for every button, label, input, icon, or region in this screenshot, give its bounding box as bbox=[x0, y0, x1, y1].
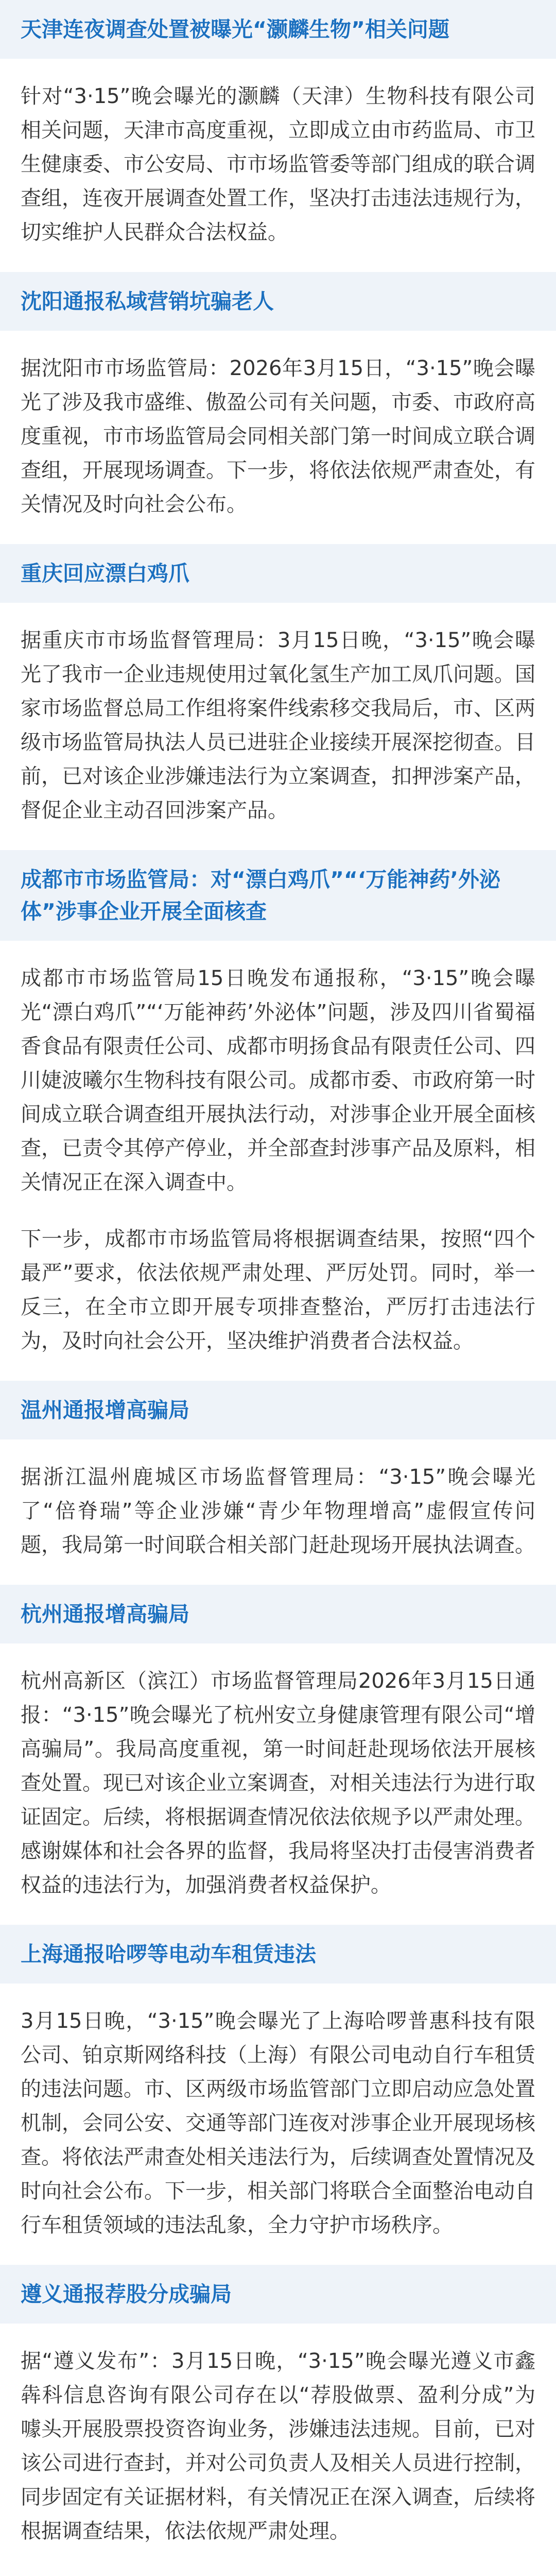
section-heading bbox=[0, 0, 556, 59]
section-heading bbox=[0, 272, 556, 331]
section-title: 天津连夜调查处置被曝光“灏麟生物”相关问题 bbox=[21, 17, 449, 42]
section-paragraph: 据沈阳市市场监管局：2026年3月15日，“3·15”晚会曝光了涉及我市盛维、傲盈公司有关问题，市委、市政府高度重视，市市场监管局会同相关部门第一时间成立联合调查组，开展现场调查。下一步，将依法依规严肃查处，有关情况及时向社会公布。 bbox=[21, 357, 535, 516]
section-heading bbox=[0, 1381, 556, 1439]
section-heading bbox=[0, 1585, 556, 1643]
section-title: 成都市市场监管局：对“漂白鸡爪”“‘万能神药’外泌体”涉事企业开展全面核查 bbox=[21, 867, 500, 924]
section-shenyang bbox=[0, 272, 556, 544]
section-title: 遵义通报荐股分成骗局 bbox=[21, 2282, 232, 2307]
section-heading bbox=[0, 544, 556, 603]
section-heading bbox=[0, 2265, 556, 2324]
section-title: 重庆回应漂白鸡爪 bbox=[21, 561, 189, 586]
section-chengdu bbox=[0, 850, 556, 1381]
section-title: 沈阳通报私域营销坑骗老人 bbox=[21, 289, 274, 314]
section-shanghai bbox=[0, 1925, 556, 2265]
section-chongqing bbox=[0, 544, 556, 850]
section-title: 温州通报增高骗局 bbox=[21, 1398, 189, 1422]
section-paragraph: 杭州高新区（滨江）市场监督管理局2026年3月15日通报：“3·15”晚会曝光了杭州安立身健康管理有限公司“增高骗局”。我局高度重视，第一时间赶赴现场依法开展核查处置。现已对该企业立案调查，对相关违法行为进行取证固定。后续，将根据调查情况依法依规予以严肃处理。感谢媒体和社会各界的监督，我局将坚决打击侵害消费者权益的违法行为，加强消费者权益保护。 bbox=[21, 1669, 535, 1897]
section-paragraph: 下一步，成都市市场监管局将根据调查结果，按照“四个最严”要求，依法依规严肃处理、严厉处罚。同时，举一反三，在全市立即开展专项排查整治，严厉打击违法行为，及时向社会公开，坚决维护消费者合法权益。 bbox=[21, 1227, 535, 1353]
section-title: 上海通报哈啰等电动车租赁违法 bbox=[21, 1942, 316, 1967]
section-paragraph: 成都市市场监管局15日晚发布通报称，“3·15”晚会曝光“漂白鸡爪”“‘万能神药’外泌体”问题，涉及四川省蜀福香食品有限责任公司、成都市明扬食品有限责任公司、四川婕波曦尔生物科技有限公司。成都市委、市政府第一时间成立联合调查组开展执法行动，对涉事企业开展全面核查，已责令其停产停业，并全部查封涉事产品及原料，相关情况正在深入调查中。 bbox=[21, 967, 535, 1194]
section-paragraph: 据浙江温州鹿城区市场监督管理局：“3·15”晚会曝光了“倍脊瑞”等企业涉嫌“青少年物理增高”虚假宣传问题，我局第一时间联合相关部门赶赴现场开展执法调查。 bbox=[21, 1465, 535, 1557]
section-wenzhou bbox=[0, 1381, 556, 1585]
section-paragraph: 据“遵义发布”：3月15日晚，“3·15”晚会曝光遵义市鑫犇科信息咨询有限公司存在以“荐股做票、盈利分成”为噱头开展股票投资咨询业务，涉嫌违法违规。目前，已对该公司进行查封，并对公司负责人及相关人员进行控制，同步固定有关证据材料，有关情况正在深入调查，后续将根据调查结果，依法依规严肃处理。 bbox=[21, 2349, 535, 2543]
section-heading bbox=[0, 1925, 556, 1984]
section-paragraph: 3月15日晚，“3·15”晚会曝光了上海哈啰普惠科技有限公司、铂京斯网络科技（上海）有限公司电动自行车租赁的违法问题。市、区两级市场监管部门立即启动应急处置机制，会同公安、交通等部门连夜对涉事企业开展现场核查。将依法严肃查处相关违法行为，后续调查处置情况及时向社会公布。下一步，相关部门将联合全面整治电动自行车租赁领域的违法乱象，全力守护市场秩序。 bbox=[21, 2009, 535, 2237]
section-title: 杭州通报增高骗局 bbox=[21, 1602, 189, 1626]
section-hangzhou bbox=[0, 1585, 556, 1925]
section-heading bbox=[0, 850, 556, 941]
section-paragraph: 针对“3·15”晚会曝光的灏麟（天津）生物科技有限公司相关问题，天津市高度重视，立即成立由市药监局、市卫生健康委、市公安局、市市场监管委等部门组成的联合调查组，连夜开展调查处置工作，坚决打击违法违规行为，切实维护人民群众合法权益。 bbox=[21, 84, 535, 244]
section-tianjin bbox=[0, 0, 556, 272]
section-zunyi bbox=[0, 2265, 556, 2571]
section-paragraph: 据重庆市市场监督管理局：3月15日晚，“3·15”晚会曝光了我市一企业违规使用过氧化氢生产加工凤爪问题。国家市场监督总局工作组将案件线索移交我局后，市、区两级市场监管局执法人员已进驻企业接续开展深挖彻查。目前，已对该企业涉嫌违法行为立案调查，扣押涉案产品，督促企业主动召回涉案产品。 bbox=[21, 629, 535, 822]
